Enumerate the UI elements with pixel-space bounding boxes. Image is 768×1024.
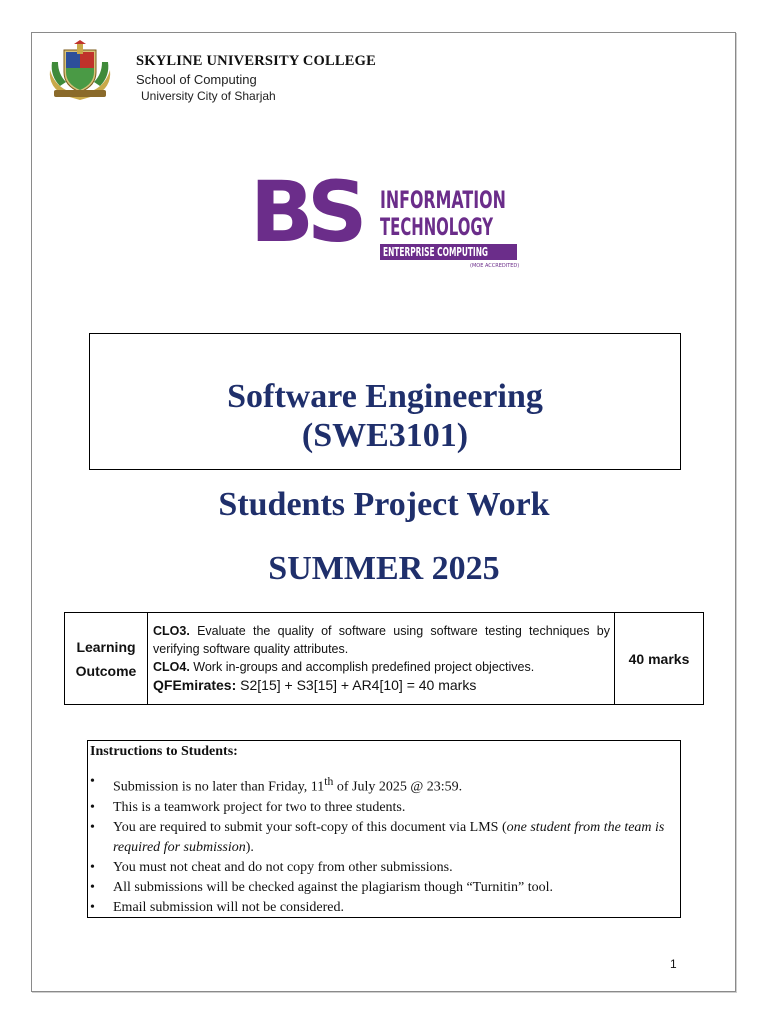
instruction-submit-em: one student from the team is required for submission xyxy=(113,819,665,855)
table-row xyxy=(65,613,704,705)
instruction-no-cheat: You must not cheat and do not copy from other submissions. xyxy=(113,859,453,875)
list-item xyxy=(90,898,674,918)
list-item xyxy=(90,878,674,898)
learning-outcome-table xyxy=(64,612,704,705)
clo4-text: Work in-groups and accomplish predefined project objectives. xyxy=(189,660,535,674)
learning-outcome-header xyxy=(65,613,148,705)
qf-line xyxy=(153,677,476,693)
project-title: Students Project Work xyxy=(218,486,550,523)
instruction-submit-pre: You are required to submit your soft-copy of this document via LMS ( xyxy=(113,819,507,835)
clo3-label: CLO3. xyxy=(153,624,190,638)
school-name: School of Computing xyxy=(136,72,257,87)
learning-outcome-header-line1: Learning xyxy=(76,638,136,655)
list-item xyxy=(90,818,674,858)
program-logo-accreditation: (MOE ACCREDITED) xyxy=(470,263,520,269)
program-logo-line2: TECHNOLOGY xyxy=(380,213,494,241)
bullet: • xyxy=(90,819,95,835)
instructions-box xyxy=(87,740,681,918)
bullet: • xyxy=(90,879,95,895)
instructions-list xyxy=(90,772,674,918)
university-crest-icon xyxy=(46,40,114,102)
program-logo-bar xyxy=(380,244,517,260)
bullet: • xyxy=(90,774,95,789)
instruction-deadline-pre: Submission is no later than Friday, 11 xyxy=(113,779,325,795)
qf-text: S2[15] + S3[15] + AR4[10] = 40 marks xyxy=(236,677,477,693)
instructions-title: Instructions to Students: xyxy=(90,744,238,759)
program-logo-bar-text: ENTERPRISE COMPUTING xyxy=(383,245,489,259)
learning-outcome-header-line2: Outcome xyxy=(75,662,137,679)
instruction-email: Email submission will not be considered. xyxy=(113,899,344,915)
bullet: • xyxy=(90,899,95,915)
university-name: SKYLINE UNIVERSITY COLLEGE xyxy=(136,53,376,69)
bullet: • xyxy=(90,859,95,875)
instruction-deadline-sup: th xyxy=(324,775,334,788)
learning-outcome-description xyxy=(148,613,615,705)
list-item xyxy=(90,798,674,818)
list-item xyxy=(90,772,674,798)
program-logo xyxy=(250,163,520,272)
instruction-submit-post: ). xyxy=(245,839,254,855)
term-title: SUMMER 2025 xyxy=(268,550,500,587)
qf-label: QFEmirates: xyxy=(153,677,237,693)
program-logo-letters: BS xyxy=(250,163,361,261)
page-number: 1 xyxy=(670,957,677,971)
bullet: • xyxy=(90,799,95,815)
university-city: University City of Sharjah xyxy=(141,89,276,103)
instruction-teamwork: This is a teamwork project for two to three students. xyxy=(113,799,406,815)
list-item xyxy=(90,858,674,878)
learning-outcome-marks: 40 marks xyxy=(615,613,704,705)
clo4-label: CLO4. xyxy=(153,660,190,674)
instruction-deadline-post: of July 2025 @ 23:59. xyxy=(333,779,463,795)
clo3-text: Evaluate the quality of software using software testing techniques by verifying software quality attributes. xyxy=(153,624,610,656)
course-title-box xyxy=(89,333,681,470)
program-logo-line1: INFORMATION xyxy=(380,186,506,214)
course-title: Software Engineering xyxy=(227,378,543,415)
course-code: (SWE3101) xyxy=(301,417,469,454)
instruction-plagiarism: All submissions will be checked against the plagiarism though “Turnitin” tool. xyxy=(113,879,554,895)
